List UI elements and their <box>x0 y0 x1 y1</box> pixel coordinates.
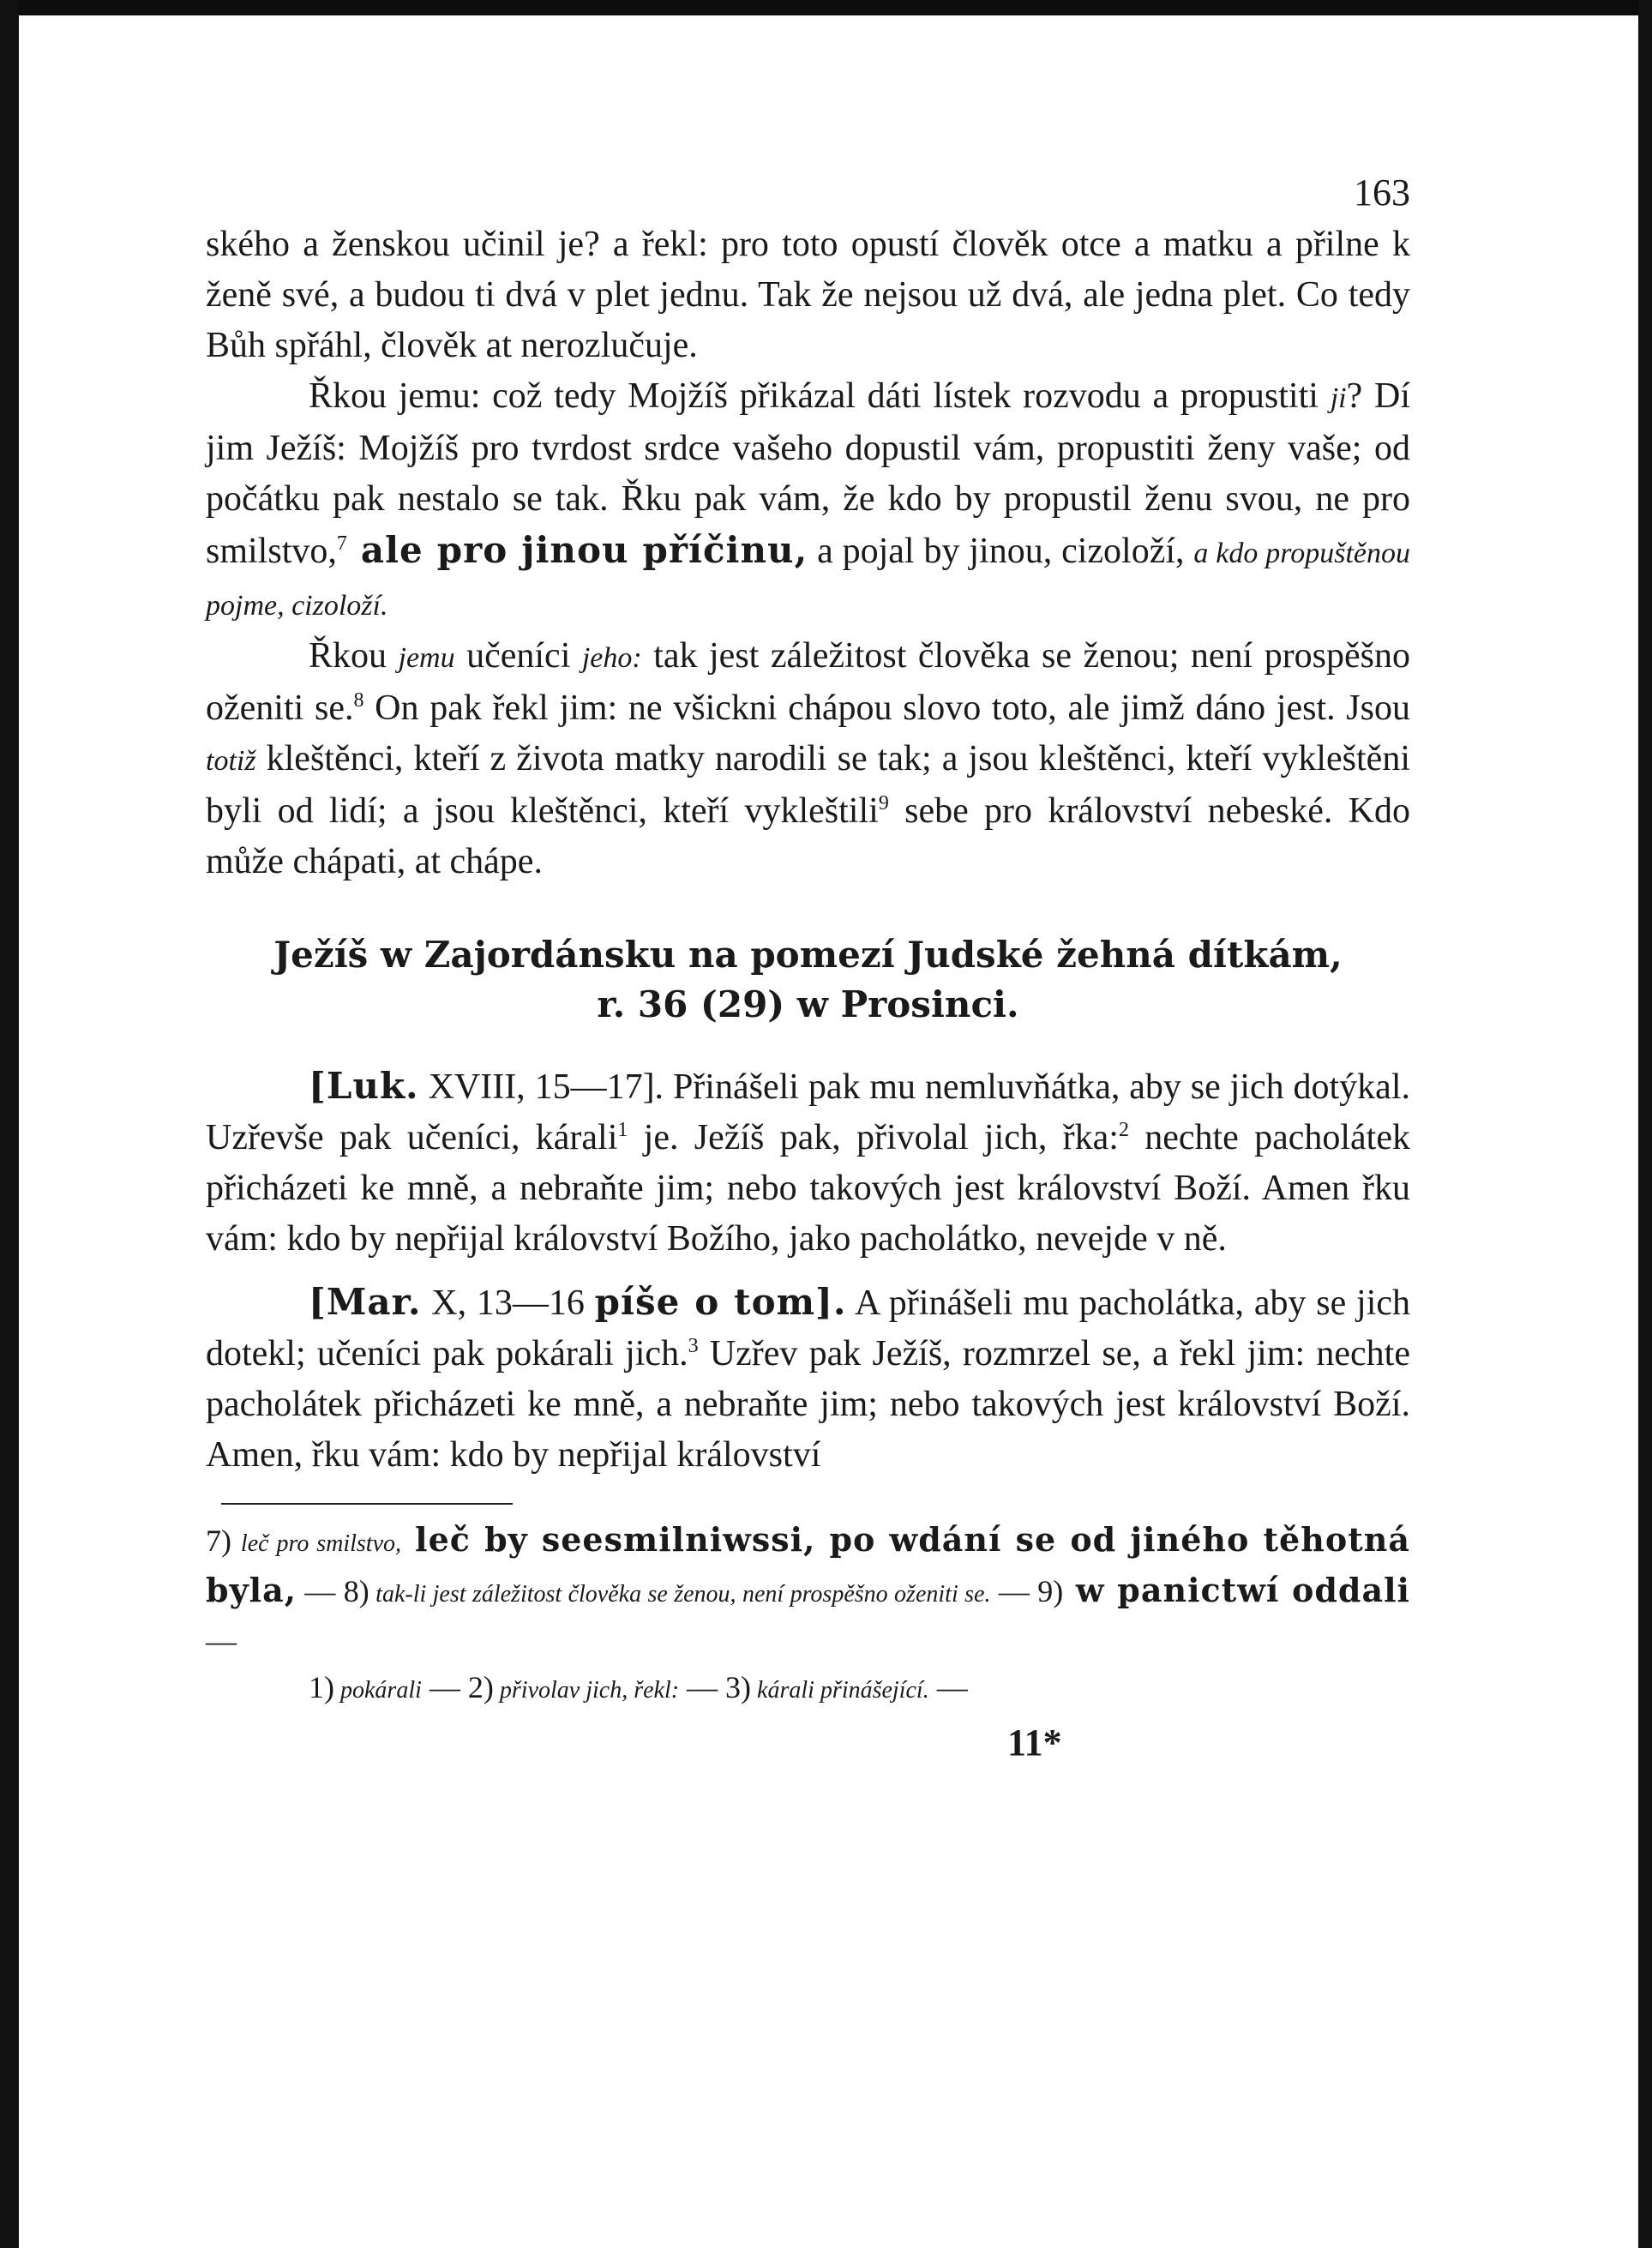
paragraph-3: Řkou jemu učeníci jeho: tak jest záležitost člověka se ženou; není prospěšno oženiti se.$^8$ On pak řekl jim: ne všickni chápou slovo toto, ale jimž dáno jest. Jsou totiž kleštěnci, kteří z života matky narodili se tak; a jsou kleštěnci, kteří vykleštěni byli od lidí; a jsou kleštěnci, kteří vykleštili$^9$ sebe pro království nebeské. Kdo může chápati, at chápe. <box>206 636 1411 881</box>
footnotes <box>206 1517 1410 1714</box>
paragraph-1: ského a ženskou učinil je? a řekl: pro toto opustí člověk otce a matku a přilne k ženě své, a budou ti dvá v plet jednu. Tak že nejsou už dvá, ale jedna plet. Co tedy Bůh spřáhl, člověk at nerozlučuje. <box>206 225 1410 365</box>
footnote-line-2: 1) pokárali — 2) přivolav jich, řekl: — 3) kárali přinášející. — <box>309 1670 968 1704</box>
page-number: 163 <box>1354 171 1410 213</box>
footnote-line-1: 7) leč pro smilstvo, leč by seesmilniwssi, po wdání se od jiného těhotná byla, — 8) tak-li jest záležitost člověka se ženou, není prospěšno oženiti se. — 9) w panictwí oddali — <box>206 1520 1410 1658</box>
heading-line-2: r. 36 (29) w Prosinci. <box>597 983 1019 1025</box>
section-paragraph-mark: [Mar. X, 13—16 píše o tom]. A přinášeli mu pacholátka, aby se jich dotekl; učeníci pak pokárali jich.$^3$ Uzřev pak Ježíš, rozmrzel se, a řekl jim: nechte pacholátek přicházeti ke mně, a nebraňte jim; nebo takových jest království Boží. Amen, řku vám: kdo by nepřijal království <box>206 1281 1410 1475</box>
book-page <box>206 167 1410 1768</box>
scan-top-border <box>0 0 1652 15</box>
scan-right-border <box>1638 0 1652 2248</box>
heading-line-1: Ježíš w Zajordánsku na pomezí Judské žehná dítkám, <box>273 934 1343 976</box>
paragraph-2: Řkou jemu: což tedy Mojžíš přikázal dáti lístek rozvodu a propustiti ji? Dí jim Ježíš: Mojžíš pro tvrdost srdce vašeho dopustil vám, propustiti ženy vaše; od počátku pak nestalo se tak. Řku pak vám, že kdo by propustil ženu svou, ne pro smilstvo,$^7$ ale pro jinou příčinu, a pojal by jinou, cizoloží, a kdo propuštěnou pojme, cizoloží. <box>206 376 1410 622</box>
section-heading <box>206 930 1410 1030</box>
footnote-divider <box>221 1503 513 1505</box>
scan-left-border <box>0 0 19 2248</box>
section-paragraph-luke: [Luk. XVIII, 15—17]. Přinášeli pak mu nemluvňátka, aby se jich dotýkal. Uzřevše pak učeníci, kárali$^1$ je. Ježíš pak, přivolal jich, řka:$^2$ nechte pacholátek přicházeti ke mně, a nebraňte jim; nebo takových jest království Boží. Amen řku vám: kdo by nepřijal království Božího, jako pacholátko, nevejde v ně. <box>206 1065 1410 1259</box>
signature-mark: 11* <box>1007 1722 1062 1764</box>
